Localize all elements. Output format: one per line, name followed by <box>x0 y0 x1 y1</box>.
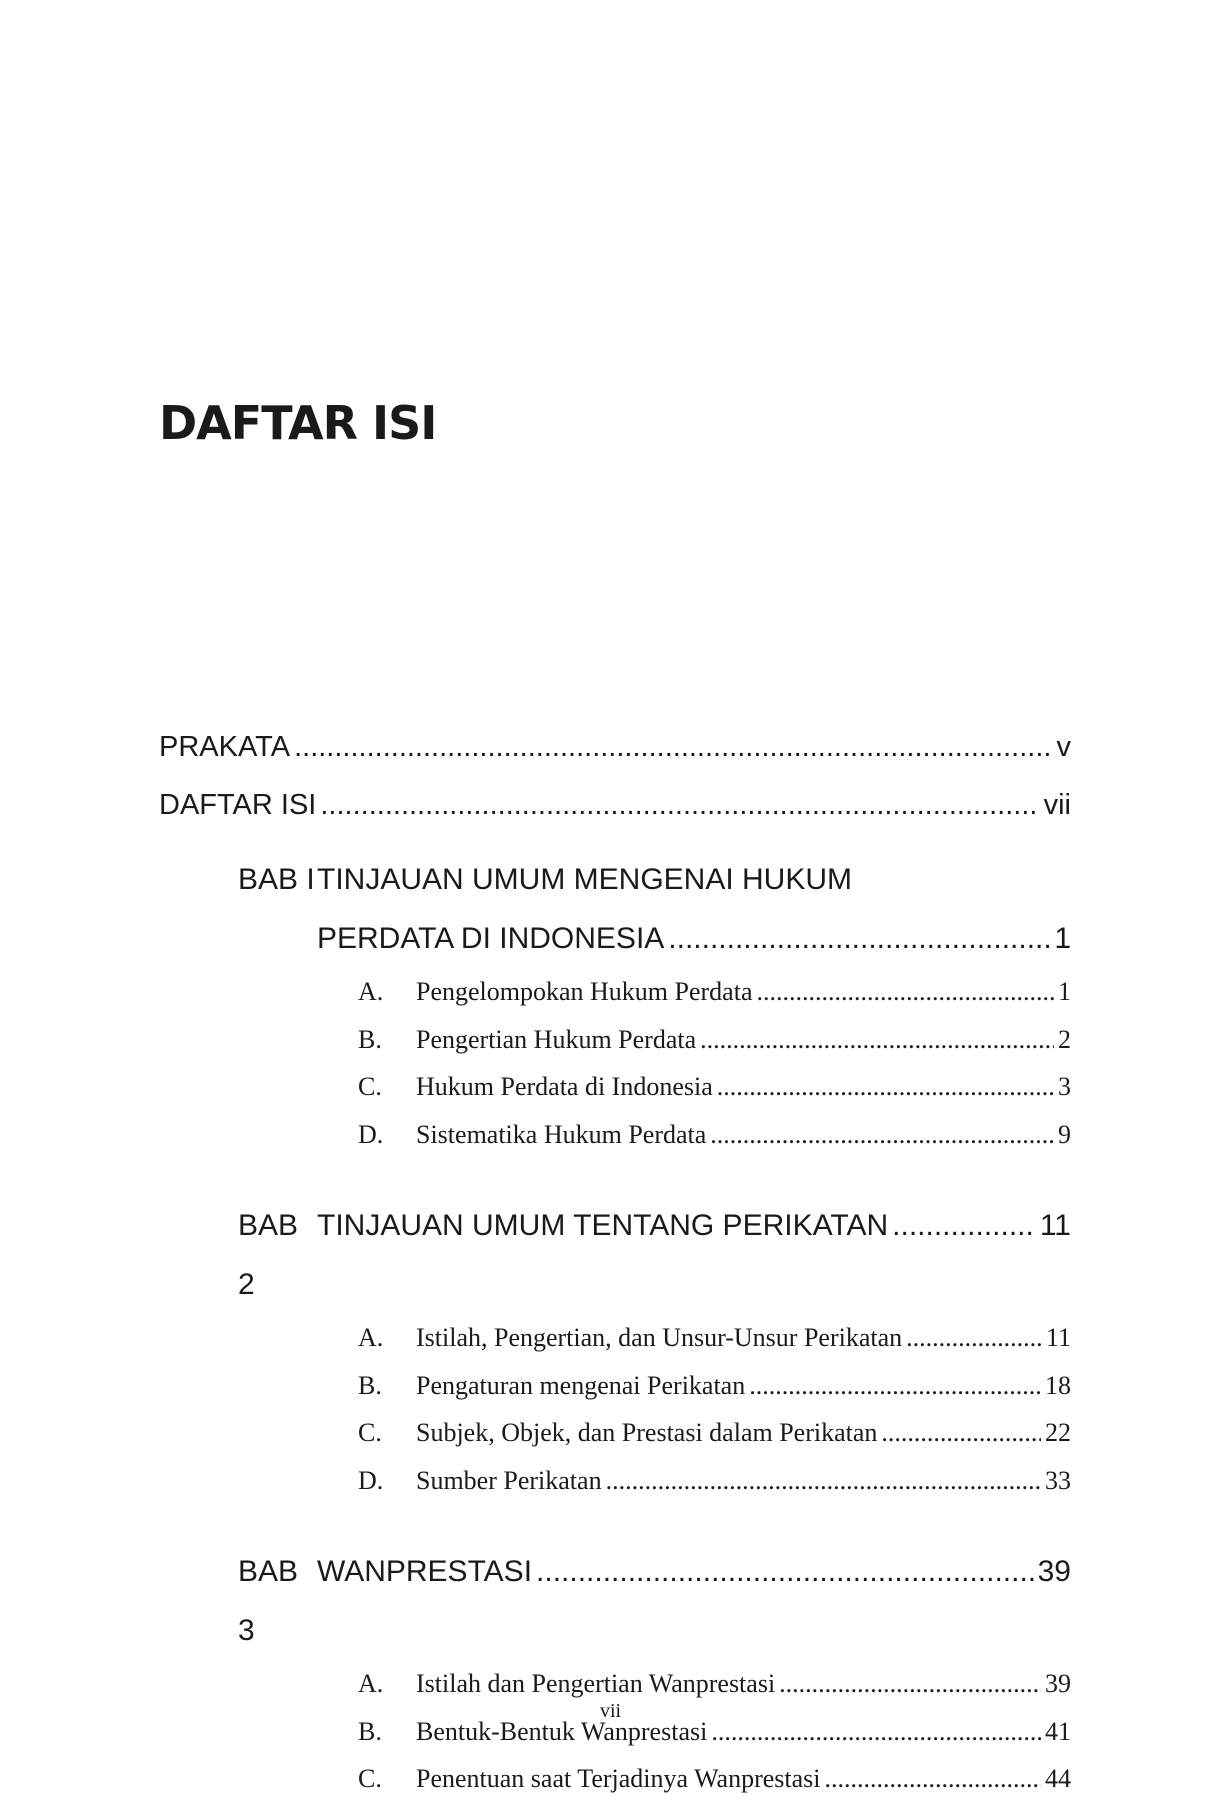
chapter-title-continued: PERDATA DI INDONESIA <box>317 922 665 955</box>
section-letter: D. <box>358 1465 384 1495</box>
section-title: Sistematika Hukum Perdata <box>416 1119 707 1149</box>
section-title: Pengaturan mengenai Perikatan <box>416 1370 746 1400</box>
section-page: 9 <box>1058 1119 1071 1149</box>
chapter-1 <box>159 850 1071 1158</box>
section-page: 44 <box>1045 1764 1071 1793</box>
toc-entry-label: DAFTAR ISI <box>159 789 317 821</box>
toc-entry-page: vii <box>1043 789 1071 821</box>
toc-entry-prakata[interactable] <box>159 718 1071 776</box>
chapter-title: WANPRESTASI <box>317 1555 533 1588</box>
section-page: 1 <box>1058 977 1071 1006</box>
chapter-title: TINJAUAN UMUM MENGENAI HUKUM <box>317 863 853 896</box>
dot-leader <box>906 1314 1042 1362</box>
dot-leader <box>717 1063 1054 1111</box>
section-letter: A. <box>358 1669 384 1698</box>
table-of-contents <box>159 718 1071 1803</box>
section-page: 39 <box>1045 1669 1071 1698</box>
dot-leader <box>320 776 1039 834</box>
chapter-heading[interactable] <box>159 1196 1071 1314</box>
section-page: 2 <box>1058 1024 1071 1054</box>
section-item[interactable] <box>358 1755 1071 1803</box>
dot-leader <box>536 1542 1034 1601</box>
chapter-page: 11 <box>1039 1209 1071 1242</box>
dot-leader <box>881 1409 1041 1457</box>
section-page: 41 <box>1045 1716 1071 1746</box>
section-page: 33 <box>1045 1465 1071 1495</box>
toc-entry-label: PRAKATA <box>159 731 291 763</box>
section-letter: C. <box>358 1764 382 1793</box>
section-title: Pengertian Hukum Perdata <box>416 1024 697 1054</box>
chapter-2 <box>159 1196 1071 1504</box>
dot-leader <box>668 909 1050 968</box>
dot-leader <box>710 1111 1054 1159</box>
chapter-3 <box>159 1542 1071 1803</box>
section-letter: A. <box>358 1323 384 1352</box>
section-title: Sumber Perikatan <box>416 1465 602 1495</box>
chapter-title: TINJAUAN UMUM TENTANG PERIKATAN <box>317 1209 889 1242</box>
section-title: Istilah dan Pengertian Wanprestasi <box>416 1669 776 1698</box>
section-title: Istilah, Pengertian, dan Unsur-Unsur Perikatan <box>416 1323 903 1352</box>
section-letter: B. <box>358 1716 382 1746</box>
section-title: Penentuan saat Terjadinya Wanprestasi <box>416 1764 821 1793</box>
dot-leader <box>825 1755 1042 1803</box>
section-letter: A. <box>358 977 384 1006</box>
section-item[interactable] <box>358 1111 1071 1159</box>
section-letter: C. <box>358 1072 382 1101</box>
chapter-number: BAB I <box>238 863 315 896</box>
section-item[interactable] <box>358 1409 1071 1457</box>
section-item[interactable] <box>358 1362 1071 1410</box>
chapter-number: BAB 3 <box>238 1555 299 1647</box>
dot-leader <box>294 718 1052 776</box>
section-item[interactable] <box>358 1016 1071 1064</box>
section-page: 18 <box>1045 1370 1071 1400</box>
chapter-page: 39 <box>1037 1555 1071 1588</box>
page-title: DAFTAR ISI <box>159 396 437 450</box>
dot-leader <box>757 968 1055 1016</box>
dot-leader <box>606 1457 1041 1505</box>
section-item[interactable] <box>358 1063 1071 1111</box>
section-item[interactable] <box>358 1457 1071 1505</box>
page-number: vii <box>599 1700 622 1722</box>
chapter-page: 1 <box>1054 922 1071 955</box>
section-list <box>358 968 1071 1158</box>
section-letter: C. <box>358 1418 382 1447</box>
dot-leader <box>892 1196 1036 1255</box>
chapter-number: BAB 2 <box>238 1209 299 1301</box>
section-item[interactable] <box>358 968 1071 1016</box>
section-page: 3 <box>1058 1072 1071 1101</box>
section-item[interactable] <box>358 1314 1071 1362</box>
toc-entry-page: v <box>1056 731 1071 763</box>
dot-leader <box>749 1362 1041 1410</box>
section-letter: B. <box>358 1370 382 1400</box>
section-letter: D. <box>358 1119 384 1149</box>
section-title: Subjek, Objek, dan Prestasi dalam Perikatan <box>416 1418 878 1447</box>
toc-entry-daftar-isi[interactable] <box>159 776 1071 834</box>
section-page: 22 <box>1045 1418 1071 1447</box>
section-list <box>358 1314 1071 1504</box>
chapter-heading[interactable] <box>159 1542 1071 1660</box>
chapter-heading[interactable] <box>159 850 1071 968</box>
section-title: Bentuk-Bentuk Wanprestasi <box>416 1716 708 1746</box>
section-letter: B. <box>358 1024 382 1054</box>
dot-leader <box>700 1016 1054 1064</box>
section-list <box>358 1660 1071 1803</box>
section-title: Pengelompokan Hukum Perdata <box>416 977 753 1006</box>
section-title: Hukum Perdata di Indonesia <box>416 1072 713 1101</box>
section-page: 11 <box>1045 1323 1071 1352</box>
